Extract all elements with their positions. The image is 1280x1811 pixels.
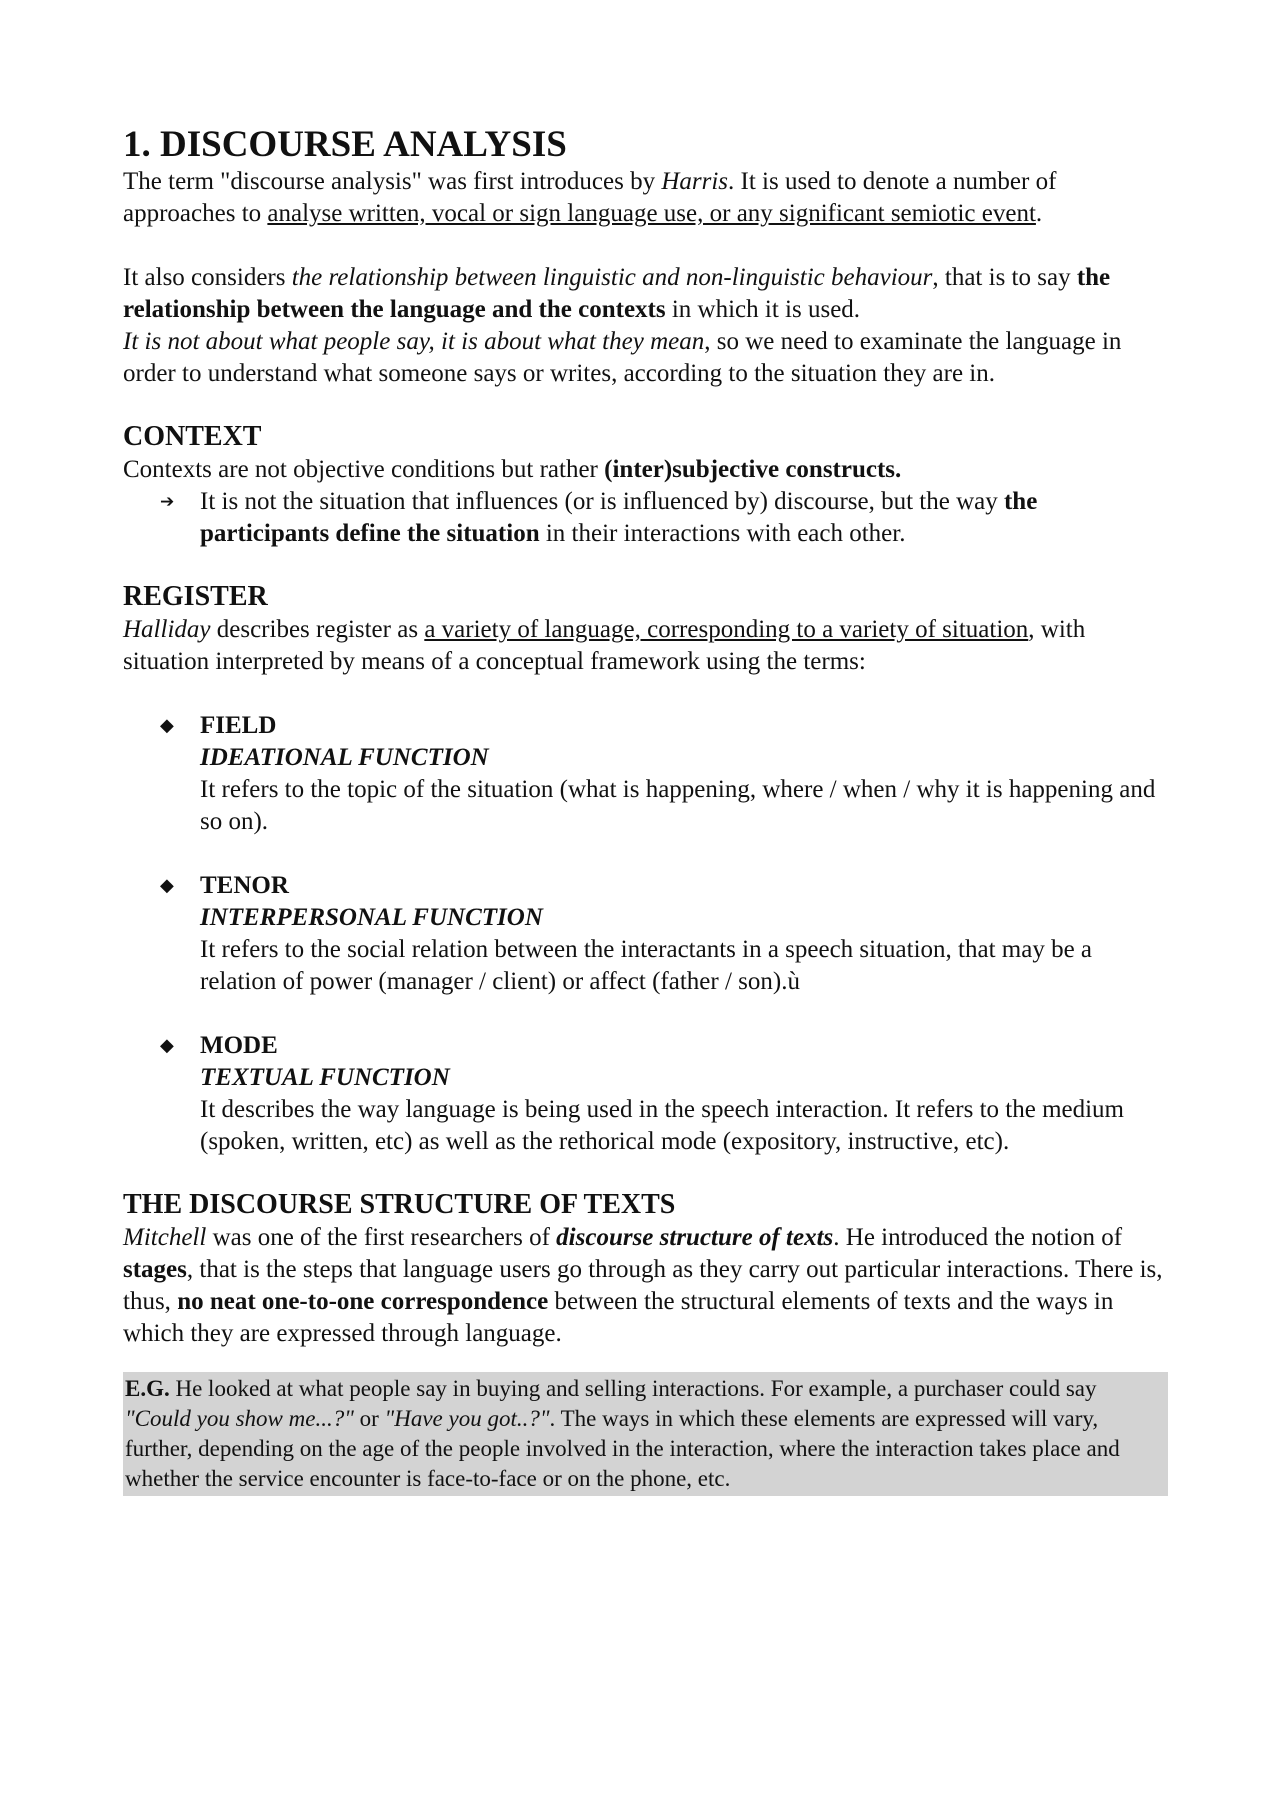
term-description: It describes the way language is being used in the speech interaction. It refers to the medium (spoken, written, etc) as well as the rethorical mode (expository, instructive, etc). (200, 1096, 1124, 1155)
term-function: TEXTUAL FUNCTION (200, 1064, 450, 1091)
underlined-definition: analyse written, vocal or sign language use, or any significant semiotic event (267, 200, 1036, 227)
author-mitchell: Mitchell (123, 1224, 207, 1251)
intro-paragraph-2: It also considers the relationship between linguistic and non-linguistic behaviour, that is to say the relationship between the language and the contexts in which it is used. (123, 264, 1111, 323)
example-box: E.G. He looked at what people say in buying and selling interactions. For example, a purchaser could say "Could you show me...?" or "Have you got..?". The ways in which these elements are expressed will vary, further, depending on the age of the people involved in the interaction, where the interaction takes place and whether the service encounter is face-to-face or on the phone, etc. (123, 1372, 1168, 1496)
author-harris: Harris (661, 168, 729, 195)
term-function: IDEATIONAL FUNCTION (200, 744, 489, 771)
document-page (123, 124, 1168, 1496)
context-paragraph: Contexts are not objective conditions but rather (inter)subjective constructs. (123, 456, 902, 483)
context-point-text: It is not the situation that influences (or is influenced by) discourse, but the way the participants define the situation in their interactions with each other. (200, 488, 1038, 547)
term-description: It refers to the topic of the situation (what is happening, where / when / why it is happening and so on). (200, 776, 1156, 835)
author-halliday: Halliday (123, 616, 211, 643)
term-description: It refers to the social relation between the interactants in a speech situation, that may be a relation of power (manager / client) or affect (father / son).ù (200, 936, 1093, 995)
term-name: FIELD (200, 712, 277, 739)
section-heading-structure: THE DISCOURSE STRUCTURE OF TEXTS (123, 1189, 676, 1220)
term-name: TENOR (200, 872, 289, 899)
intro-paragraph-1: The term "discourse analysis" was first introduces by Harris. It is used to denote a number of approaches to analyse written, vocal or sign language use, or any significant semiotic event. (123, 168, 1057, 227)
arrow-right-icon: ➔ (160, 492, 175, 512)
diamond-bullet-icon: ◆ (160, 715, 174, 736)
diamond-bullet-icon: ◆ (160, 875, 174, 896)
intro-paragraph-3: It is not about what people say, it is about what they mean, so we need to examinate the language in order to understand what someone says or writes, according to the situation they are in. (123, 328, 1122, 387)
example-label: E.G. (125, 1376, 170, 1401)
section-heading-register: REGISTER (123, 581, 268, 612)
diamond-bullet-icon: ◆ (160, 1035, 174, 1056)
term-function: INTERPERSONAL FUNCTION (200, 904, 543, 931)
term-name: MODE (200, 1032, 278, 1059)
structure-paragraph: Mitchell was one of the first researchers of discourse structure of texts. He introduced the notion of stages, that is the steps that language users go through as they carry out particular interactions. There is, thus, no neat one-to-one correspondence between the structural elements of texts and the ways in which they are expressed through language. (123, 1224, 1163, 1347)
section-heading-context: CONTEXT (123, 421, 262, 452)
page-title: 1. DISCOURSE ANALYSIS (123, 124, 567, 165)
register-term-tenor (160, 870, 1168, 998)
register-term-mode (160, 1030, 1168, 1158)
context-arrow-point (160, 486, 1168, 550)
register-paragraph: Halliday describes register as a variety of language, corresponding to a variety of situation, with situation interpreted by means of a conceptual framework using the terms: (123, 616, 1086, 675)
register-term-field (160, 710, 1168, 838)
